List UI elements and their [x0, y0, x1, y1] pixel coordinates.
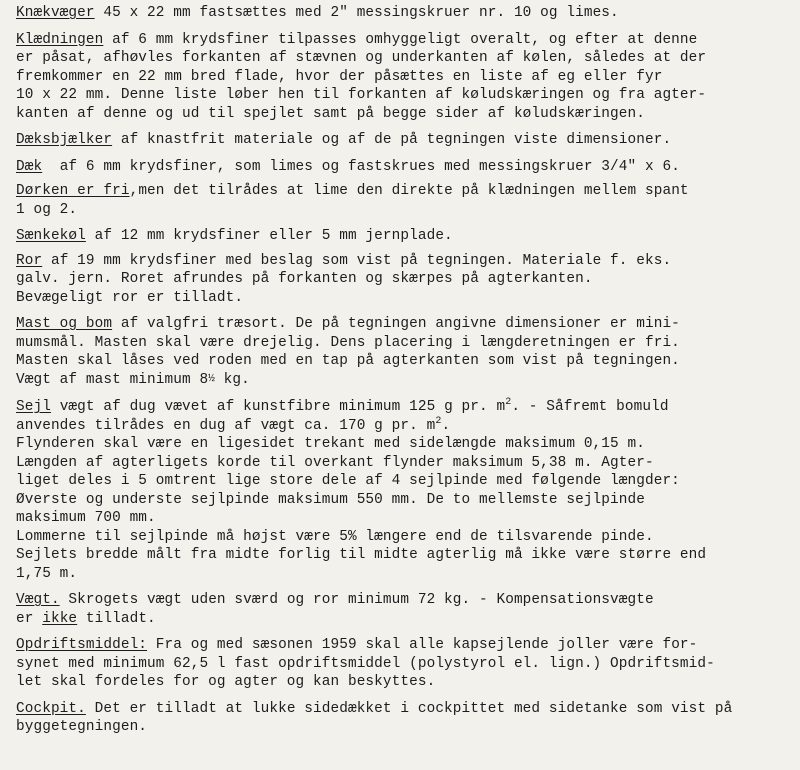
text-line: [16, 227, 792, 246]
line-text: Skrogets vægt uden sværd og ror minimum 72 kg. - Kompensationsvægte: [59, 592, 654, 608]
emphasis-term: ikke: [42, 610, 78, 627]
line-text: Vægt af mast minimum 8: [16, 371, 209, 388]
section-saenkekol: [16, 227, 792, 246]
line-text: er: [16, 610, 43, 627]
section-term: Vægt.: [16, 592, 60, 608]
text-line: [16, 252, 792, 271]
line-text: af valgfri træsort. De på tegningen angivne dimensioner er mini-: [112, 316, 680, 332]
section-term: Cockpit.: [16, 700, 86, 717]
text-line: byggetegningen.: [16, 719, 148, 735]
text-line: [16, 591, 792, 610]
superscript: 2: [505, 397, 512, 408]
text-line: Længden af agterligets korde til overkant flynder maksimum 5,38 m. Agter-: [16, 454, 654, 471]
section-opdriftsmiddel: [16, 636, 792, 692]
line-text: af 19 mm krydsfiner med beslag som vist på tegningen. Materiale f. eks.: [42, 252, 672, 269]
text-line: 1 og 2.: [16, 201, 78, 218]
section-term: Sænkekøl: [16, 228, 86, 244]
section-term: Mast og bom: [16, 316, 113, 332]
line-text: 45 x 22 mm fastsættes med 2" messingskruer nr. 10 og limes.: [94, 5, 619, 21]
text-line: [16, 315, 792, 334]
section-term: Klædningen: [16, 31, 104, 48]
text-line: 1,75 m.: [16, 565, 78, 582]
text-line: Øverste og underste sejlpinde maksimum 550 mm. De to mellemste sejlpinde: [16, 491, 645, 508]
text-line: Lommerne til sejlpinde må højst være 5% længere end de tilsvarende pinde.: [16, 528, 654, 545]
text-line: [16, 31, 792, 50]
text-line: mumsmål. Masten skal være drejelig. Dens placering i længderetningen er fri.: [16, 334, 680, 351]
line-text: ,men det tilrådes at lime den direkte på klædningen mellem spant: [129, 183, 689, 199]
text-line: 10 x 22 mm. Denne liste løber hen til forkanten af køludskæringen og fra agter-: [16, 87, 707, 103]
section-mast-og-bom: [16, 315, 792, 390]
text-line: [16, 158, 792, 177]
text-line: Sejlets bredde målt fra midte forlig til midte agterlig må ikke være større end: [16, 547, 707, 563]
text-line: [16, 4, 792, 23]
line-text: kg.: [214, 371, 250, 388]
section-term: Sejl: [16, 399, 51, 415]
line-text: Fra og med sæsonen 1959 skal alle kapsejlende joller være for-: [147, 637, 698, 653]
text-line: kanten af denne og ud til spejlet samt på begge sider af køludskæringen.: [16, 105, 645, 122]
section-klaedningen: [16, 31, 792, 124]
section-term: Dæk: [16, 158, 43, 175]
section-ror: [16, 252, 792, 308]
text-line: er påsat, afhøvles forkanten af stævnen og underkanten af kølen, således at der: [16, 50, 707, 66]
line-text: anvendes tilrådes en dug af vægt ca. 170 g pr. m: [16, 417, 436, 434]
line-text: vægt af dug vævet af kunstfibre minimum 125 g pr. m: [50, 399, 506, 415]
section-daek: [16, 158, 792, 177]
text-line: fremkommer en 22 mm bred flade, hvor der påsættes en liste af eg eller fyr: [16, 68, 663, 85]
superscript: 2: [435, 415, 442, 427]
line-text: .: [441, 417, 451, 434]
section-cockpit: [16, 700, 792, 737]
text-line: Masten skal låses ved roden med en tap på agterkanten som vist på tegningen.: [16, 353, 680, 369]
text-line: galv. jern. Roret afrundes på forkanten og skærpes på agterkanten.: [16, 271, 593, 287]
text-line: [16, 636, 792, 655]
text-line: [16, 182, 792, 201]
text-line: Bevægeligt ror er tilladt.: [16, 289, 244, 306]
section-term: Ror: [16, 252, 43, 269]
section-knaekvaeger: [16, 4, 792, 23]
line-text: af knastfrit materiale og af de på tegningen viste dimensioner.: [112, 132, 672, 148]
section-term: Opdriftsmiddel:: [16, 637, 148, 653]
section-term: Dørken er fri: [16, 183, 130, 199]
section-dorken: [16, 182, 792, 219]
fraction: ½: [208, 372, 215, 385]
line-text: tilladt.: [77, 610, 156, 627]
text-line: [16, 610, 792, 629]
line-text: af 6 mm krydsfiner, som limes og fastskrues med messingskruer 3/4" x 6.: [42, 158, 680, 175]
text-line: synet med minimum 62,5 l fast opdriftsmiddel (polystyrol el. lign.) Opdriftsmid-: [16, 655, 715, 672]
section-vaegt: [16, 591, 792, 628]
text-line: let skal fordeles for og agter og kan beskyttes.: [16, 674, 436, 690]
text-line: [16, 131, 792, 150]
text-line: maksimum 700 mm.: [16, 510, 156, 526]
text-line: liget deles i 5 omtrent lige store dele af 4 sejlpinde med følgende længder:: [16, 473, 680, 489]
text-line: [16, 371, 792, 391]
section-daeksbjaelker: [16, 131, 792, 150]
section-term: Knækvæger: [16, 5, 95, 21]
line-text: Det er tilladt at lukke sidedækket i cockpittet med sidetanke som vist på: [85, 700, 733, 717]
text-line: Flynderen skal være en ligesidet trekant med sidelængde maksimum 0,15 m.: [16, 436, 645, 452]
line-text: af 12 mm krydsfiner eller 5 mm jernplade.: [85, 228, 453, 244]
section-term: Dæksbjælker: [16, 132, 113, 148]
section-sejl: [16, 398, 792, 583]
text-line: [16, 700, 792, 719]
line-text: . - Såfremt bomuld: [511, 399, 669, 415]
text-line: [16, 398, 792, 417]
text-line: [16, 417, 792, 436]
line-text: af 6 mm krydsfiner tilpasses omhyggeligt overalt, og efter at denne: [103, 31, 698, 48]
